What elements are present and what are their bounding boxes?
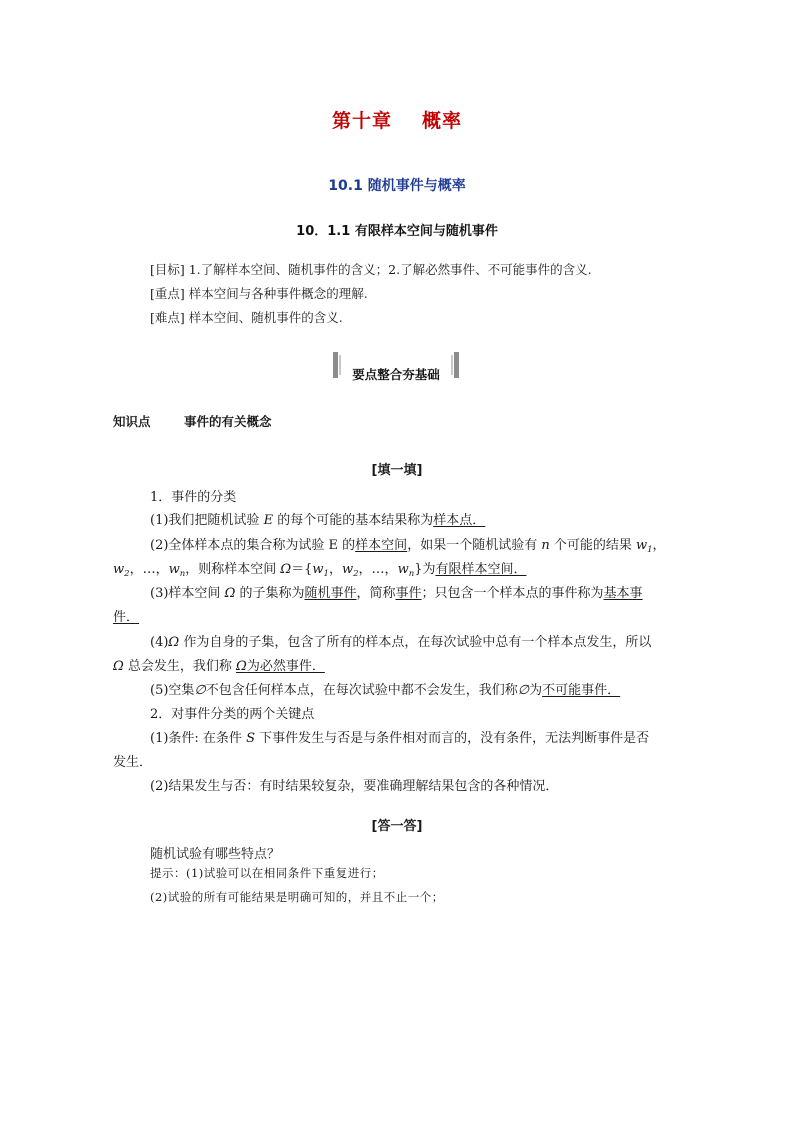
- paragraph-5: [150, 679, 620, 698]
- p2-n: n: [541, 538, 550, 553]
- w-sub-n: n: [179, 569, 186, 579]
- banner-right-bar: [454, 352, 459, 378]
- paragraph-2-line-2: [113, 558, 526, 579]
- emptyset-symbol: ∅: [194, 683, 206, 698]
- section-title: 10.1 随机事件与概率: [328, 178, 466, 194]
- w-var: w: [635, 538, 648, 553]
- w-sub-1: 1: [647, 545, 653, 555]
- emptyset-symbol: ∅: [517, 683, 530, 698]
- p4-l2-mid: 总会发生，我们称: [123, 659, 237, 674]
- p3-answer-2: 事件: [395, 586, 422, 601]
- p3-answer-1: 随机事件: [304, 586, 357, 601]
- knowledge-point-label: 知识点: [113, 414, 151, 429]
- omega-symbol: Ω: [236, 659, 247, 674]
- knowledge-point-topic: 事件的有关概念: [184, 414, 272, 429]
- goal-target: [目标] 1.了解样本空间、随机事件的含义；2.了解必然事件、不可能事件的含义.: [150, 262, 592, 277]
- paragraph-4-line-1: [150, 631, 651, 650]
- subsection-title: 10．1.1 有限样本空间与随机事件: [296, 224, 498, 239]
- banner-label: 要点整合夯基础: [352, 367, 440, 382]
- p1-mid: 的每个可能的基本结果称为: [273, 513, 434, 528]
- ellipsis: ，…，: [129, 562, 169, 577]
- p2-close: }为: [414, 562, 436, 577]
- c1-var: S: [246, 731, 255, 746]
- condition-line-2: 发生．: [113, 755, 153, 770]
- p1-var: E: [263, 513, 274, 528]
- result-line: (2)结果发生与否：有时结果较复杂，要准确理解结果包含的各种情况．: [150, 779, 559, 794]
- paragraph-3-line-2: [113, 606, 139, 625]
- p2-eq: ＝{: [291, 562, 313, 577]
- p4-answer: [236, 659, 325, 674]
- p2-mid: ，如果一个随机试验有: [407, 538, 542, 553]
- p3-mid-3: ；只包含一个样本点的事件称为: [421, 586, 604, 601]
- p3-answer-3a: 基本事: [603, 586, 643, 601]
- answer-hint-1: 提示：(1)试验可以在相同条件下重复进行；: [150, 866, 384, 880]
- p4-text: (4): [150, 635, 169, 650]
- paragraph-4-line-2: [113, 655, 325, 674]
- w-var: w: [397, 562, 409, 577]
- comma: ，: [652, 538, 666, 553]
- paragraph-1: [150, 509, 485, 528]
- ellipsis: ，…，: [358, 562, 398, 577]
- omega-symbol: Ω: [280, 562, 292, 577]
- answer-hint-2: (2)试验的所有可能结果是明确可知的，并且不止一个；: [150, 890, 444, 904]
- goal-difficulty: [难点] 样本空间、随机事件的含义.: [150, 310, 343, 325]
- w-sub-2: 2: [353, 569, 359, 579]
- p5-mid: 不包含任何样本点，在每次试验中都不会发生，我们称: [205, 683, 518, 698]
- w-var: w: [312, 562, 324, 577]
- comma: ，: [328, 562, 342, 577]
- section-banner: [333, 352, 459, 382]
- omega-symbol: Ω: [113, 659, 124, 674]
- p4-answer-text: 为必然事件．: [246, 659, 325, 674]
- p5-text: (5)空集: [150, 683, 195, 698]
- w-var: w: [168, 562, 180, 577]
- p2-answer: 样本空间: [355, 538, 408, 553]
- p5-mid-2: 为: [529, 683, 543, 698]
- goal-focus: [重点] 样本空间与各种事件概念的理解.: [150, 286, 368, 301]
- w-sub-n: n: [408, 569, 415, 579]
- p3-text: (3)样本空间: [150, 586, 225, 601]
- answer-question: 随机试验有哪些特点？: [150, 847, 281, 862]
- p3-answer-3b: 件．: [113, 610, 140, 625]
- omega-symbol: Ω: [168, 635, 180, 650]
- fill-label: [填一填]: [371, 463, 423, 478]
- w-var: w: [113, 562, 125, 577]
- w-var: w: [341, 562, 354, 577]
- omega-symbol: Ω: [224, 586, 236, 601]
- p2-post: 个可能的结果: [549, 538, 636, 553]
- p4-mid: 作为自身的子集，包含了所有的样本点，在每次试验中总有一个样本点发生，所以: [179, 635, 652, 650]
- answer-label: [答一答]: [371, 819, 423, 834]
- key-points-heading: 2．对事件分类的两个关键点: [150, 707, 315, 722]
- p3-mid-2: ，简称: [356, 586, 396, 601]
- p2-text: (2)全体样本点的集合称为试验 E 的: [150, 538, 356, 553]
- p2-l2-text: ，则称样本空间: [185, 562, 281, 577]
- p1-text: (1)我们把随机试验: [150, 513, 264, 528]
- p3-mid: 的子集称为: [235, 586, 305, 601]
- w-sub-2: 2: [124, 569, 130, 579]
- chapter-name: 概率: [422, 110, 463, 132]
- w-sub-1: 1: [323, 569, 329, 579]
- p2-l2-answer: 有限样本空间．: [435, 562, 527, 577]
- c1-post: 下事件发生与否是与条件相对而言的，没有条件，无法判断事件是否: [254, 731, 650, 746]
- chapter-number: 第十章: [331, 110, 392, 132]
- paragraph-2-line-1: [150, 534, 666, 555]
- c1-text: (1)条件: 在条件: [150, 731, 247, 746]
- condition-line-1: [150, 727, 649, 746]
- paragraph-3-line-1: [150, 582, 643, 601]
- p5-answer: 不可能事件．: [542, 683, 621, 698]
- chapter-title: [0, 106, 794, 133]
- p1-answer: 样本点．: [433, 513, 486, 528]
- classification-heading: 1．事件的分类: [150, 490, 237, 505]
